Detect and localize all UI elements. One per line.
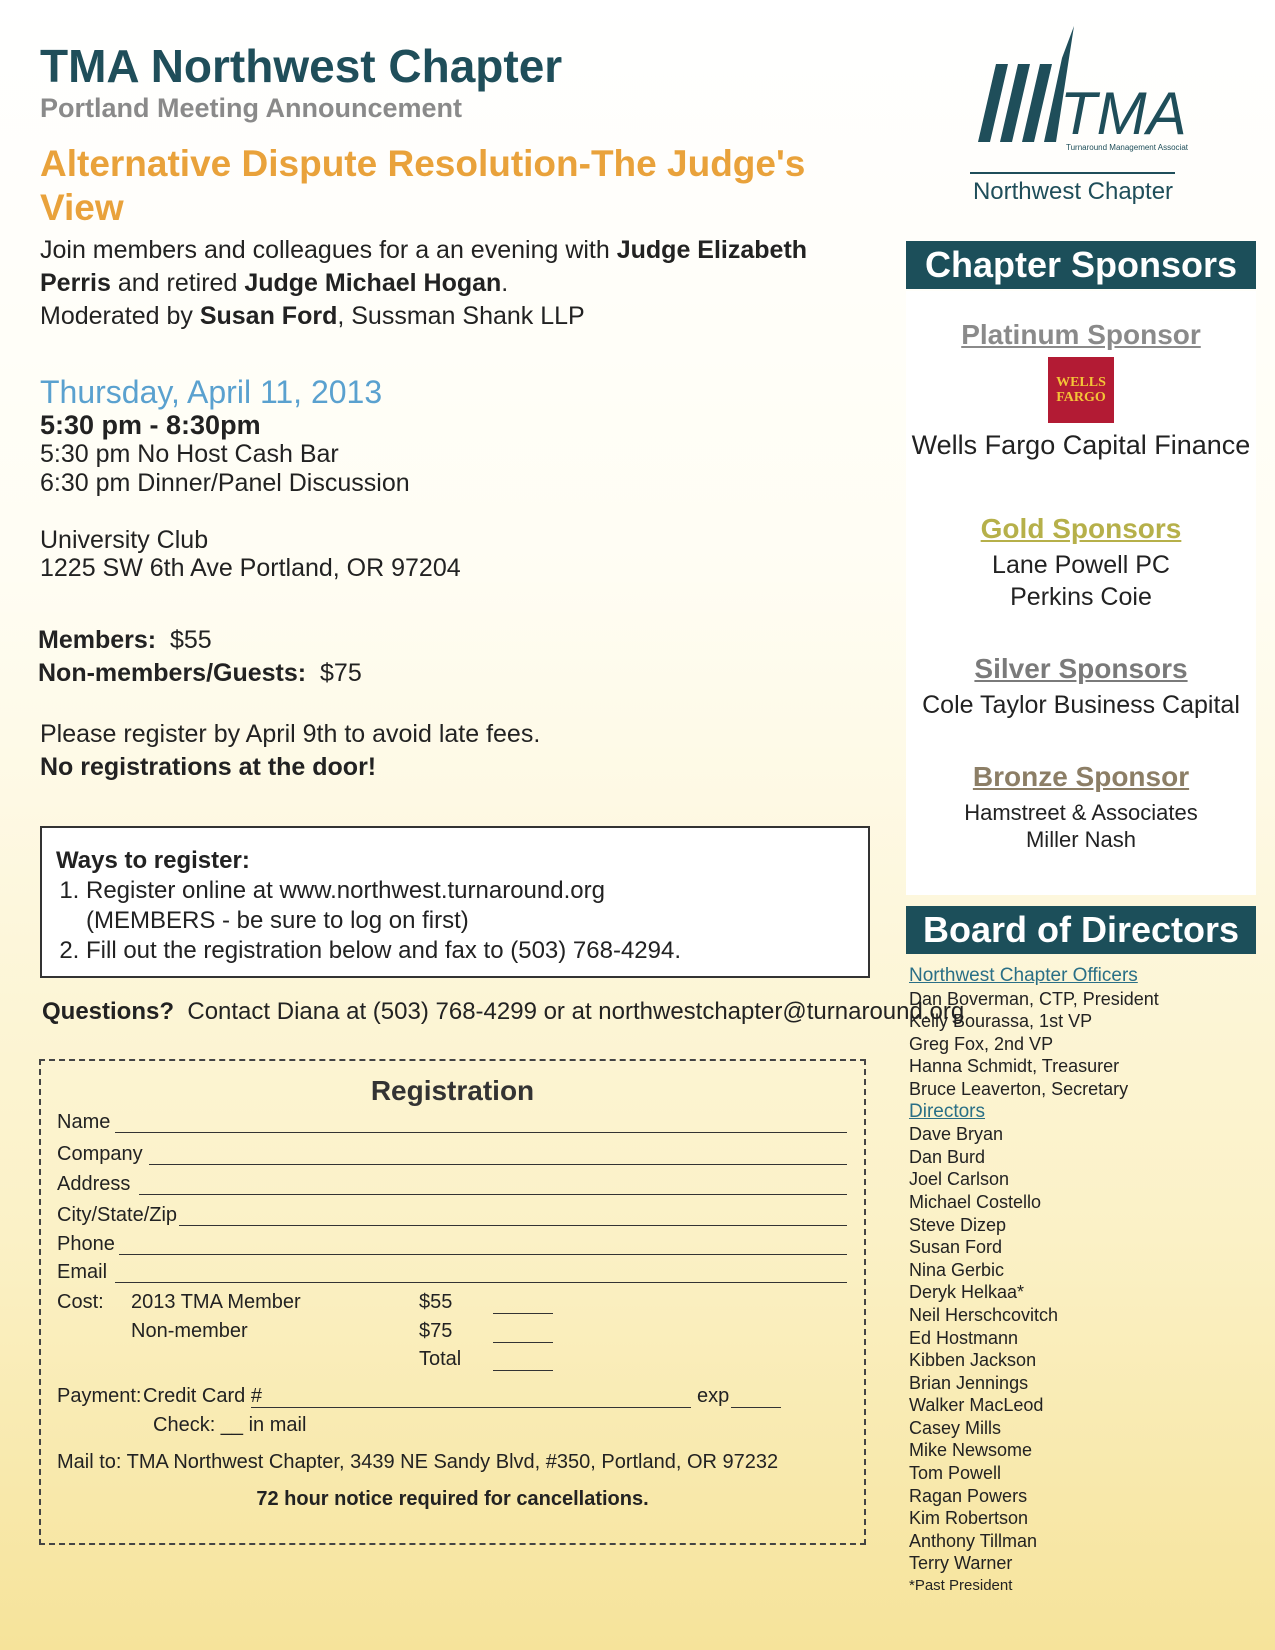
members-price: $55 bbox=[170, 626, 212, 654]
logo-mark-text: TMA bbox=[1060, 80, 1187, 147]
intro-text: and retired bbox=[110, 269, 245, 297]
ways-online[interactable]: Register online at www.northwest.turnaround.org bbox=[86, 877, 605, 904]
field-line[interactable] bbox=[115, 1282, 847, 1283]
ways-to-register-box bbox=[40, 826, 870, 978]
director-item: Anthony Tillman bbox=[909, 1530, 1038, 1551]
director-item: Joel Carlson bbox=[909, 1169, 1010, 1190]
director-item: Walker MacLeod bbox=[909, 1395, 1044, 1416]
field-line[interactable] bbox=[179, 1225, 847, 1226]
event-times bbox=[40, 411, 880, 498]
member-amount-line[interactable] bbox=[493, 1313, 553, 1314]
no-door-registration: No registrations at the door! bbox=[40, 753, 377, 781]
nonmembers-price: $75 bbox=[320, 659, 362, 687]
director-item: Susan Ford bbox=[909, 1237, 1003, 1258]
field-label: Email bbox=[57, 1261, 108, 1283]
ways-item: 2. Fill out the registration below and fax to (503) 768-4294. bbox=[86, 936, 868, 966]
time-range: 5:30 pm - 8:30pm bbox=[40, 410, 261, 440]
announcement-column bbox=[40, 40, 880, 784]
exp-label: exp bbox=[697, 1385, 730, 1407]
director-item: Casey Mills bbox=[909, 1417, 1002, 1438]
phone-field[interactable] bbox=[57, 1233, 847, 1259]
field-label: City/State/Zip bbox=[57, 1204, 178, 1226]
page-subtitle: Portland Meeting Announcement bbox=[40, 93, 463, 123]
officer-item: Bruce Leaverton, Secretary bbox=[909, 1078, 1129, 1099]
event-headline: Alternative Dispute Resolution-The Judge's View bbox=[40, 143, 806, 228]
director-item: Mike Newsome bbox=[909, 1440, 1033, 1461]
wells-fargo-logo: WELLS FARGO bbox=[1048, 357, 1114, 423]
officer-item: Greg Fox, 2nd VP bbox=[909, 1033, 1054, 1054]
nonmember-amount-line[interactable] bbox=[493, 1342, 553, 1343]
field-line[interactable] bbox=[115, 1132, 847, 1133]
cost-label: Cost: bbox=[57, 1291, 104, 1313]
credit-card-label: Credit Card # bbox=[143, 1385, 262, 1407]
address-field[interactable] bbox=[57, 1173, 847, 1199]
questions-line bbox=[42, 998, 964, 1026]
tma-logo bbox=[968, 22, 1188, 212]
bronze-heading: Bronze Sponsor bbox=[972, 761, 1190, 792]
director-item: Brian Jennings bbox=[909, 1372, 1029, 1393]
moderated-label: Moderated by bbox=[40, 302, 200, 330]
field-line[interactable] bbox=[139, 1194, 847, 1195]
gold-sponsor: Perkins Coie bbox=[1010, 583, 1152, 611]
members-label: Members: bbox=[38, 626, 157, 654]
director-item: Terry Warner bbox=[909, 1553, 1013, 1574]
ways-title: Ways to register: bbox=[56, 847, 250, 874]
page-title: TMA Northwest Chapter bbox=[40, 40, 563, 92]
field-label: Address bbox=[57, 1173, 131, 1195]
silver-heading: Silver Sponsors bbox=[974, 653, 1188, 684]
pricing bbox=[38, 624, 880, 690]
speaker-name: Judge Elizabeth Perris bbox=[40, 236, 808, 297]
logo-tagline: Turnaround Management Associat bbox=[1066, 143, 1188, 152]
logo-divider bbox=[970, 172, 1175, 174]
exp-line[interactable] bbox=[731, 1407, 781, 1408]
directors-heading[interactable]: Directors bbox=[909, 1100, 986, 1122]
field-label: Company bbox=[57, 1143, 143, 1165]
intro-text: Join members and colleagues for a an evening with bbox=[40, 236, 617, 264]
registration-title: Registration bbox=[370, 1075, 535, 1106]
director-item: Steve Dizep bbox=[909, 1214, 1007, 1235]
member-cost-label: 2013 TMA Member bbox=[131, 1291, 301, 1313]
field-label: Name bbox=[57, 1111, 111, 1133]
tma-logo-mark-icon bbox=[968, 22, 1188, 172]
directors-list bbox=[909, 1123, 1159, 1575]
field-line[interactable] bbox=[119, 1254, 847, 1255]
director-item: Nina Gerbic bbox=[909, 1259, 1005, 1280]
field-line[interactable] bbox=[149, 1164, 847, 1165]
schedule-item: 6:30 pm Dinner/Panel Discussion bbox=[40, 469, 410, 497]
name-field[interactable] bbox=[57, 1111, 847, 1137]
ways-item bbox=[86, 876, 868, 936]
director-item: Deryk Helkaa* bbox=[909, 1282, 1025, 1303]
mail-to: Mail to: TMA Northwest Chapter, 3439 NE Sandy Blvd, #350, Portland, OR 97232 bbox=[57, 1451, 779, 1473]
credit-card-line[interactable] bbox=[251, 1407, 691, 1408]
officers-heading[interactable]: Northwest Chapter Officers bbox=[909, 965, 1138, 986]
company-field[interactable] bbox=[57, 1143, 847, 1169]
cancellation-note: 72 hour notice required for cancellations. bbox=[256, 1488, 649, 1510]
director-item: Dan Burd bbox=[909, 1146, 986, 1167]
bronze-sponsor: Hamstreet & Associates bbox=[964, 800, 1198, 825]
nonmember-cost-price: $75 bbox=[419, 1320, 453, 1342]
ways-list bbox=[56, 876, 868, 966]
officer-item: Kelly Bourassa, 1st VP bbox=[909, 1011, 1093, 1032]
director-item: Kim Robertson bbox=[909, 1508, 1029, 1529]
total-label: Total bbox=[419, 1348, 462, 1370]
deadline-text: Please register by April 9th to avoid late fees. bbox=[40, 720, 541, 748]
intro-text: . bbox=[501, 269, 509, 297]
registration-form bbox=[39, 1059, 866, 1545]
speaker-name: Judge Michael Hogan bbox=[244, 269, 502, 297]
nonmembers-label: Non-members/Guests: bbox=[38, 659, 307, 687]
venue-address: 1225 SW 6th Ave Portland, OR 97204 bbox=[40, 554, 461, 582]
director-item: Kibben Jackson bbox=[909, 1350, 1037, 1371]
director-item: Ragan Powers bbox=[909, 1485, 1028, 1506]
email-field[interactable] bbox=[57, 1261, 847, 1287]
sponsors-panel bbox=[906, 291, 1256, 895]
city-state-zip-field[interactable] bbox=[57, 1204, 847, 1230]
bronze-sponsor: Miller Nash bbox=[1025, 827, 1137, 852]
nonmember-cost-label: Non-member bbox=[131, 1320, 248, 1342]
board-footnote: *Past President bbox=[909, 1577, 1013, 1595]
gold-sponsor: Lane Powell PC bbox=[992, 551, 1170, 579]
questions-contact: Contact Diana at (503) 768-4299 or at northwestchapter@turnaround.org bbox=[187, 998, 965, 1025]
moderator-firm: , Sussman Shank LLP bbox=[337, 302, 585, 330]
director-item: Dave Bryan bbox=[909, 1124, 1004, 1145]
platinum-sponsor: Wells Fargo Capital Finance bbox=[911, 430, 1251, 460]
officer-item: Dan Boverman, CTP, President bbox=[909, 988, 1159, 1009]
board-list bbox=[909, 965, 1159, 1598]
ways-note: (MEMBERS - be sure to log on first) bbox=[86, 907, 469, 934]
sponsors-heading: Chapter Sponsors bbox=[906, 241, 1256, 289]
gold-heading: Gold Sponsors bbox=[980, 513, 1182, 544]
board-heading: Board of Directors bbox=[906, 906, 1256, 954]
officers-list bbox=[909, 988, 1159, 1101]
check-label: Check: __ in mail bbox=[153, 1414, 307, 1436]
moderator-name: Susan Ford bbox=[199, 302, 338, 330]
member-cost-price: $55 bbox=[419, 1291, 453, 1313]
registration-deadline bbox=[40, 718, 880, 784]
field-label: Phone bbox=[57, 1233, 115, 1255]
officer-item: Hanna Schmidt, Treasurer bbox=[909, 1056, 1120, 1077]
event-intro bbox=[40, 234, 880, 333]
total-amount-line[interactable] bbox=[493, 1370, 553, 1371]
platinum-heading: Platinum Sponsor bbox=[961, 319, 1201, 350]
director-item: Michael Costello bbox=[909, 1191, 1042, 1212]
silver-sponsor: Cole Taylor Business Capital bbox=[922, 691, 1240, 719]
schedule-item: 5:30 pm No Host Cash Bar bbox=[40, 440, 339, 468]
director-item: Ed Hostmann bbox=[909, 1327, 1019, 1348]
logo-chapter: Northwest Chapter bbox=[972, 178, 1174, 205]
questions-label: Questions? bbox=[42, 998, 175, 1025]
venue bbox=[40, 526, 880, 582]
payment-label: Payment: bbox=[57, 1385, 142, 1407]
director-item: Tom Powell bbox=[909, 1463, 1002, 1484]
event-date: Thursday, April 11, 2013 bbox=[40, 374, 383, 410]
venue-name: University Club bbox=[40, 526, 209, 554]
director-item: Neil Herschcovitch bbox=[909, 1304, 1059, 1325]
